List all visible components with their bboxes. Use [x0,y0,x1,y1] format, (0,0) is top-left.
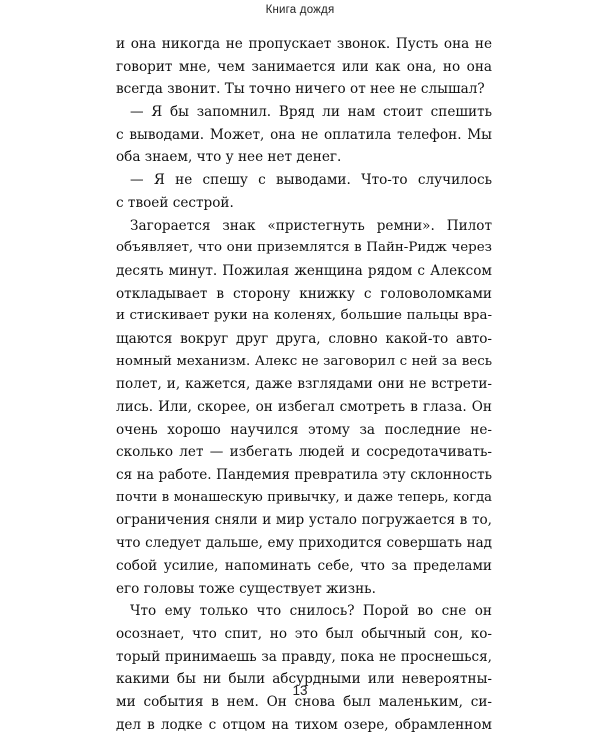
text-line: ми события в нем. Он снова был маленьким, си- [116,693,492,710]
text-line: всегда звонит. Ты точно ничего от нее не слышал? [116,81,485,98]
text-line: осознает, что спит, но это был обычный сон, ко- [116,625,492,642]
text-line: какими бы ни были абсурдными или невероятны- [116,671,492,688]
text-line: — Я не спешу с выводами. Что-то случилось [130,172,492,189]
text-line: ся на работе. Пандемия превратила эту склонность [116,467,492,484]
text-line: лись. Или, скорее, он избегал смотреть в глаза. Он [116,399,492,415]
text-line: Загорается знак «пристегнуть ремни». Пилот [130,217,492,234]
text-line: с твоей сестрой. [116,194,234,211]
text-line: и она никогда не пропускает звонок. Пусть она не [116,36,492,52]
text-line: очень хорошо научился этому за последние не- [116,421,492,438]
text-line: откладывает в сторону книжку с головоломками [116,285,492,302]
text-line: щаются вокруг друг друга, словно какой-то авто- [116,330,492,347]
text-line: его головы тоже существует жизнь. [116,580,376,597]
paragraph [116,215,492,601]
text-line: номный механизм. Алекс не заговорил с ней за весь [116,353,492,369]
text-line: с выводами. Может, она не оплатила телефон. Мы [116,126,492,143]
text-line: что следует дальше, ему приходится совершать над [116,535,492,552]
text-line: полет, и, кажется, даже взглядами они не встрети- [116,376,492,393]
text-line: — Я бы запомнил. Вряд ли нам стоит спешить [130,104,492,121]
paragraph [116,600,492,736]
paragraph [116,101,492,169]
text-line: сколько лет — избегать людей и сосредотачивать- [116,444,492,461]
paragraph [116,33,492,101]
text-line: говорит мне, чем занимается или как она, но она [116,58,492,75]
text-line: собой усилие, напоминать себе, что за пределами [116,557,492,574]
text-line: десять минут. Пожилая женщина рядом с Алексом [116,262,492,279]
body-text [116,33,492,736]
text-line: и стискивает руки на коленях, большие пальцы вра- [116,308,492,324]
text-line: Что ему только что снилось? Порой во сне он [130,603,492,620]
page-number: 13 [292,683,308,698]
text-line: ограничения сняли и мир устало погружается в то, [116,512,492,529]
text-line: почти в монашескую привычку, и даже теперь, когда [116,489,492,505]
text-line: оба знаем, что у нее нет денег. [116,149,342,166]
text-line: объявляет, что они приземлятся в Пайн-Ридж через [116,240,492,256]
text-line: дел в лодке с отцом на тихом озере, обрамленном [116,716,492,733]
text-line: торый принимаешь за правду, пока не проснешься, [116,648,492,665]
running-head: Книга дождя [265,4,335,16]
paragraph [116,169,492,214]
